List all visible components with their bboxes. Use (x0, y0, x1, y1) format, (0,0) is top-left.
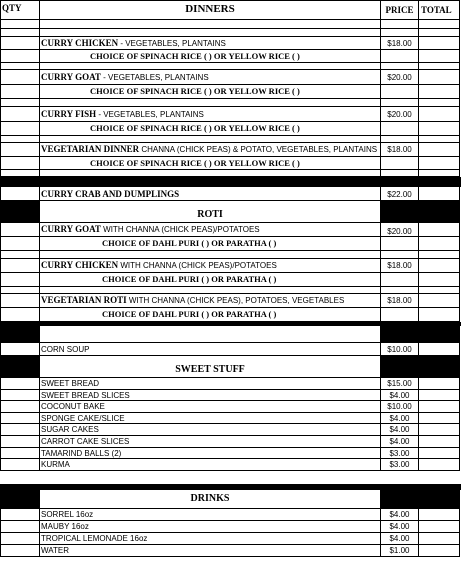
item-name: SWEET BREAD SLICES (40, 390, 381, 402)
qty-cell[interactable] (0, 436, 40, 448)
item-name: KURMA (40, 459, 381, 471)
item-name: MAUBY 16oz (40, 521, 381, 533)
item-price: $1.00 (381, 545, 419, 557)
item-desc: CHANNA (CHICK PEAS) & POTATO, VEGETABLES, PLANTAINS (139, 145, 378, 154)
qty-cell[interactable] (0, 107, 40, 122)
total-cell[interactable] (419, 343, 460, 356)
choice-text: CHOICE OF DAHL PURI ( ) OR PARATHA ( ) (40, 237, 381, 251)
item-price: $4.00 (381, 413, 419, 425)
blank-row (0, 326, 461, 343)
roti-title: ROTI (40, 201, 381, 223)
qty-cell[interactable] (0, 223, 40, 237)
item-price: $4.00 (381, 509, 419, 521)
total-cell[interactable] (419, 533, 460, 545)
item-name: CURRY FISH (41, 109, 97, 119)
menu-item-row (0, 378, 461, 390)
choice-row (0, 122, 461, 136)
item-price: $4.00 (381, 521, 419, 533)
menu-item-row (0, 401, 461, 413)
qty-cell[interactable] (0, 343, 40, 356)
item-desc: WITH CHANNA (CHICK PEAS), POTATOES, VEGETABLES (126, 296, 345, 305)
total-header: TOTAL (419, 0, 460, 20)
qty-header: QTY (0, 0, 40, 20)
choice-text: CHOICE OF SPINACH RICE ( ) OR YELLOW RICE ( ) (40, 157, 381, 170)
roti-section-header (0, 201, 461, 223)
qty-cell[interactable] (0, 509, 40, 521)
item-name: WATER (40, 545, 381, 557)
qty-cell[interactable] (0, 70, 40, 85)
choice-row (0, 273, 461, 287)
total-cell[interactable] (419, 521, 460, 533)
menu-item-row (0, 448, 461, 460)
menu-item-row (0, 107, 461, 122)
blank-row (0, 63, 461, 70)
menu-item-row (0, 521, 461, 533)
item-price: $4.00 (381, 533, 419, 545)
qty-cell[interactable] (0, 413, 40, 425)
choice-text: CHOICE OF SPINACH RICE ( ) OR YELLOW RICE ( ) (40, 85, 381, 99)
qty-cell[interactable] (0, 259, 40, 273)
qty-cell[interactable] (0, 187, 40, 201)
item-price: $3.00 (381, 448, 419, 460)
item-name: COCONUT BAKE (40, 401, 381, 413)
drinks-section-header (0, 490, 461, 509)
item-desc: WITH CHANNA (CHICK PEAS)/POTATOES (100, 225, 260, 234)
qty-cell[interactable] (0, 294, 40, 308)
price-header: PRICE (381, 0, 419, 20)
total-cell[interactable] (419, 448, 460, 460)
item-name: CURRY CHICKEN (41, 38, 119, 48)
item-price: $20.00 (381, 70, 419, 85)
total-cell[interactable] (419, 259, 460, 273)
menu-item-row (0, 390, 461, 402)
item-name: CURRY GOAT (41, 224, 101, 234)
menu-item-row (0, 70, 461, 85)
menu-item-row (0, 424, 461, 436)
menu-item-row (0, 545, 461, 557)
blank-row (0, 287, 461, 294)
choice-row (0, 237, 461, 251)
total-cell[interactable] (419, 187, 460, 201)
sweet-title: SWEET STUFF (40, 356, 381, 378)
menu-item-row (0, 533, 461, 545)
item-name: CORN SOUP (40, 343, 381, 356)
item-name: SPONGE CAKE/SLICE (40, 413, 381, 425)
qty-cell[interactable] (0, 424, 40, 436)
menu-item-row (0, 294, 461, 308)
total-cell[interactable] (419, 459, 460, 471)
item-price: $20.00 (381, 107, 419, 122)
item-name: CARROT CAKE SLICES (40, 436, 381, 448)
qty-cell[interactable] (0, 390, 40, 402)
item-name: SWEET BREAD (40, 378, 381, 390)
menu-item-row (0, 259, 461, 273)
choice-text: CHOICE OF SPINACH RICE ( ) OR YELLOW RICE ( ) (40, 122, 381, 136)
total-cell[interactable] (419, 545, 460, 557)
item-price: $18.00 (381, 143, 419, 157)
blank-row (0, 136, 461, 143)
item-price: $4.00 (381, 424, 419, 436)
blank-row (0, 99, 461, 107)
item-desc: WITH CHANNA (CHICK PEAS)/POTATOES (118, 261, 277, 270)
item-name: SORREL 16oz (40, 509, 381, 521)
choice-row (0, 85, 461, 99)
qty-cell[interactable] (0, 545, 40, 557)
menu-item-row (0, 143, 461, 157)
total-cell[interactable] (419, 401, 460, 413)
item-desc: - VEGETABLES, PLANTAINS (118, 39, 226, 48)
drinks-title: DRINKS (40, 490, 381, 509)
item-price: $4.00 (381, 436, 419, 448)
menu-item-row (0, 37, 461, 50)
menu-item-row (0, 436, 461, 448)
menu-item-row (0, 343, 461, 356)
item-price: $3.00 (381, 459, 419, 471)
choice-text: CHOICE OF SPINACH RICE ( ) OR YELLOW RICE ( ) (40, 50, 381, 63)
menu-item-row (0, 459, 461, 471)
qty-cell[interactable] (0, 533, 40, 545)
total-cell[interactable] (419, 294, 460, 308)
item-price: $10.00 (381, 343, 419, 356)
total-cell[interactable] (419, 378, 460, 390)
header-row (0, 0, 461, 20)
qty-cell[interactable] (0, 378, 40, 390)
item-name: TROPICAL LEMONADE 16oz (40, 533, 381, 545)
total-cell[interactable] (419, 424, 460, 436)
item-price: $18.00 (381, 37, 419, 50)
choice-row (0, 157, 461, 170)
qty-cell[interactable] (0, 521, 40, 533)
item-name: VEGETARIAN DINNER (41, 144, 140, 154)
total-cell[interactable] (419, 143, 460, 157)
sweet-section-header (0, 356, 461, 378)
item-name: CURRY GOAT (41, 72, 101, 82)
total-cell[interactable] (419, 509, 460, 521)
qty-cell[interactable] (0, 143, 40, 157)
item-price: $22.00 (381, 187, 419, 201)
blank-row (0, 251, 461, 259)
section-divider (0, 177, 461, 187)
item-price: $18.00 (381, 294, 419, 308)
item-name: TAMARIND BALLS (2) (40, 448, 381, 460)
total-cell[interactable] (419, 37, 460, 50)
blank-row (0, 29, 461, 37)
item-price: $20.00 (381, 223, 419, 237)
item-name: CURRY CRAB AND DUMPLINGS (40, 187, 381, 201)
menu-item-row (0, 223, 461, 237)
qty-cell[interactable] (0, 37, 40, 50)
total-cell[interactable] (419, 390, 460, 402)
total-cell[interactable] (419, 70, 460, 85)
choice-text: CHOICE OF DAHL PURI ( ) OR PARATHA ( ) (40, 273, 381, 287)
total-cell[interactable] (419, 107, 460, 122)
item-price: $15.00 (381, 378, 419, 390)
qty-cell[interactable] (0, 401, 40, 413)
dinners-title: DINNERS (40, 0, 381, 20)
choice-row (0, 50, 461, 63)
menu-item-row (0, 187, 461, 201)
blank-row (0, 20, 461, 29)
item-name: VEGETARIAN ROTI (41, 295, 127, 305)
item-desc: - VEGETABLES, PLANTAINS (100, 73, 209, 82)
choice-row (0, 308, 461, 322)
menu-item-row (0, 509, 461, 521)
blank-row (0, 170, 461, 177)
item-price: $18.00 (381, 259, 419, 273)
choice-text: CHOICE OF DAHL PURI ( ) OR PARATHA ( ) (40, 308, 381, 322)
total-cell[interactable] (419, 436, 460, 448)
total-cell[interactable] (419, 223, 460, 237)
item-name: SUGAR CAKES (40, 424, 381, 436)
qty-cell[interactable] (0, 459, 40, 471)
total-cell[interactable] (419, 413, 460, 425)
item-name: CURRY CHICKEN (41, 260, 119, 270)
item-desc: - VEGETABLES, PLANTAINS (96, 110, 204, 119)
item-price: $10.00 (381, 401, 419, 413)
menu-item-row (0, 413, 461, 425)
item-price: $4.00 (381, 390, 419, 402)
qty-cell[interactable] (0, 448, 40, 460)
